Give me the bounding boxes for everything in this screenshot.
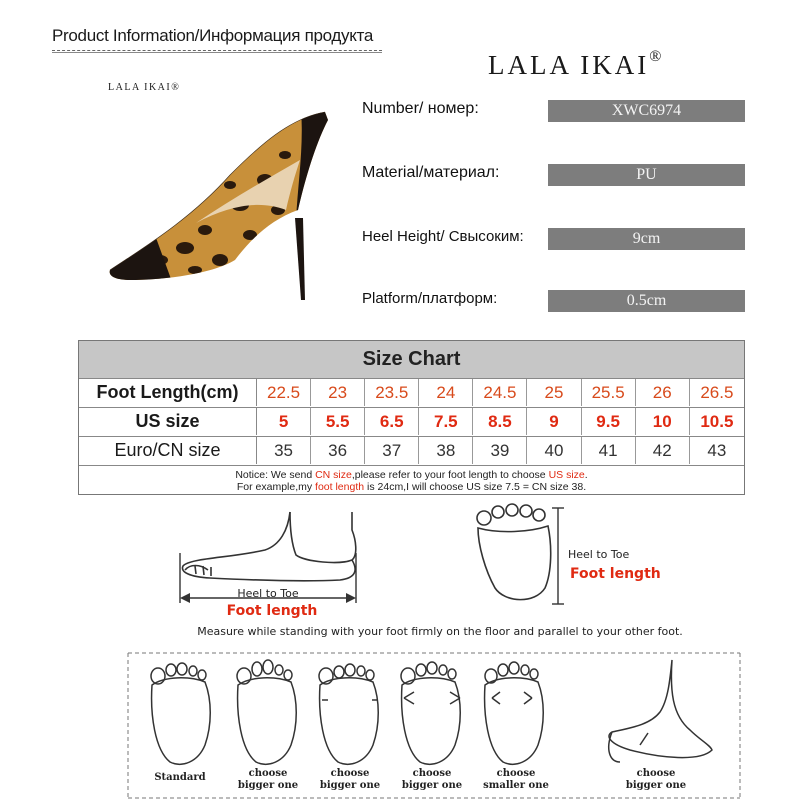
foot-type-label: Standard	[154, 772, 206, 783]
table-cell: 23.5	[365, 379, 419, 406]
header-divider-solid	[52, 52, 382, 53]
size-notice	[79, 465, 744, 494]
notice-line-1	[79, 469, 744, 481]
foot-type-label: choose	[330, 768, 370, 779]
foot-outline-wide-2	[319, 664, 378, 764]
table-cell: 5	[257, 408, 311, 435]
spec-label-number: Number/ номер:	[362, 100, 479, 117]
foot-type-label: bigger one	[319, 780, 381, 791]
brand-logo	[488, 50, 661, 81]
notice-text: .	[584, 469, 588, 481]
top-foot-drawing	[477, 504, 551, 600]
notice-line-2	[79, 481, 744, 493]
table-cell: 26.5	[700, 382, 734, 402]
table-cell: 40	[527, 437, 581, 464]
table-cell: 9.5	[582, 408, 636, 435]
notice-text: Notice: We send	[235, 469, 316, 481]
table-row	[79, 436, 744, 464]
side-foot-length-label: Foot length	[226, 603, 318, 619]
notice-highlight: US size	[548, 469, 585, 481]
table-cell: 7.5	[419, 408, 473, 435]
table-cell: 25	[527, 379, 581, 406]
row-header: Euro/CN size	[79, 437, 257, 464]
foot-type-label: choose	[636, 768, 676, 779]
notice-highlight: CN size	[315, 469, 352, 481]
foot-outline-high-arch	[609, 660, 712, 762]
shoe-image	[100, 100, 340, 300]
foot-measurement-diagram	[0, 500, 800, 800]
table-cell: 10.5	[700, 411, 734, 431]
foot-type-label: choose	[248, 768, 288, 779]
brand-name: LALA IKAI	[488, 50, 650, 80]
table-cell: 36	[311, 437, 365, 464]
header-divider	[52, 50, 382, 51]
table-cell: 25.5	[582, 379, 636, 406]
small-brand-logo: LALA IKAI®	[108, 82, 181, 93]
notice-text: is 24cm,I will choose US size 7.5 = CN size 38.	[364, 481, 587, 493]
arrow-right-icon	[346, 593, 356, 603]
foot-outline-standard	[151, 663, 210, 764]
table-cell: 5.5	[311, 408, 365, 435]
table-cell: 24	[419, 379, 473, 406]
spec-label-heel-height: Heel Height/ Свысоким:	[362, 228, 524, 245]
foot-type-label: bigger one	[401, 780, 463, 791]
foot-outline-narrow	[485, 662, 544, 764]
table-cell: 24.5	[473, 379, 527, 406]
notice-text: ,please refer to your foot length to choose	[351, 469, 549, 481]
spec-value-number: XWC6974	[548, 100, 745, 122]
table-cell: 35	[257, 437, 311, 464]
spec-value-platform: 0.5cm	[548, 290, 745, 312]
foot-type-label: smaller one	[483, 780, 549, 791]
side-foot-drawing	[182, 512, 355, 581]
foot-type-label: choose	[496, 768, 536, 779]
table-cell: 42	[636, 437, 690, 464]
table-cell: 8.5	[473, 408, 527, 435]
table-cell: 10	[636, 408, 690, 435]
table-cell: 39	[473, 437, 527, 464]
spec-label-platform: Platform/платформ:	[362, 290, 498, 307]
table-row	[79, 407, 744, 435]
notice-highlight: foot length	[315, 481, 365, 493]
spec-value-material: PU	[548, 164, 745, 186]
table-cell: 22.5	[257, 379, 311, 406]
brand-registered-mark: ®	[649, 48, 662, 65]
foot-outline-wide-1	[237, 660, 296, 764]
top-heel-to-toe-label: Heel to Toe	[568, 548, 630, 561]
table-cell: 43	[707, 440, 727, 460]
row-header: US size	[79, 408, 257, 435]
table-cell: 41	[582, 437, 636, 464]
foot-type-label: bigger one	[625, 780, 687, 791]
table-cell: 23	[311, 379, 365, 406]
table-cell: 26	[636, 379, 690, 406]
measure-instruction: Measure while standing with your foot firmly on the floor and parallel to your other foot.	[197, 625, 683, 638]
foot-type-label: choose	[412, 768, 452, 779]
table-row	[79, 378, 744, 406]
spec-value-heel-height: 9cm	[548, 228, 745, 250]
notice-text: For example,my	[236, 481, 316, 493]
arrow-left-icon	[180, 593, 190, 603]
spec-label-material: Material/материал:	[362, 164, 500, 181]
top-foot-length-label: Foot length	[570, 566, 661, 582]
size-chart-table	[78, 340, 745, 495]
page-header-title: Product Information/Информация продукта	[52, 26, 374, 45]
side-heel-to-toe-label: Heel to Toe	[237, 587, 299, 600]
table-cell: 6.5	[365, 408, 419, 435]
foot-outline-wide-3	[401, 662, 460, 764]
foot-type-label: bigger one	[237, 780, 299, 791]
row-header: Foot Length(cm)	[79, 379, 257, 406]
table-cell: 37	[365, 437, 419, 464]
table-cell: 9	[527, 408, 581, 435]
table-cell: 38	[419, 437, 473, 464]
size-chart-title: Size Chart	[79, 341, 744, 378]
